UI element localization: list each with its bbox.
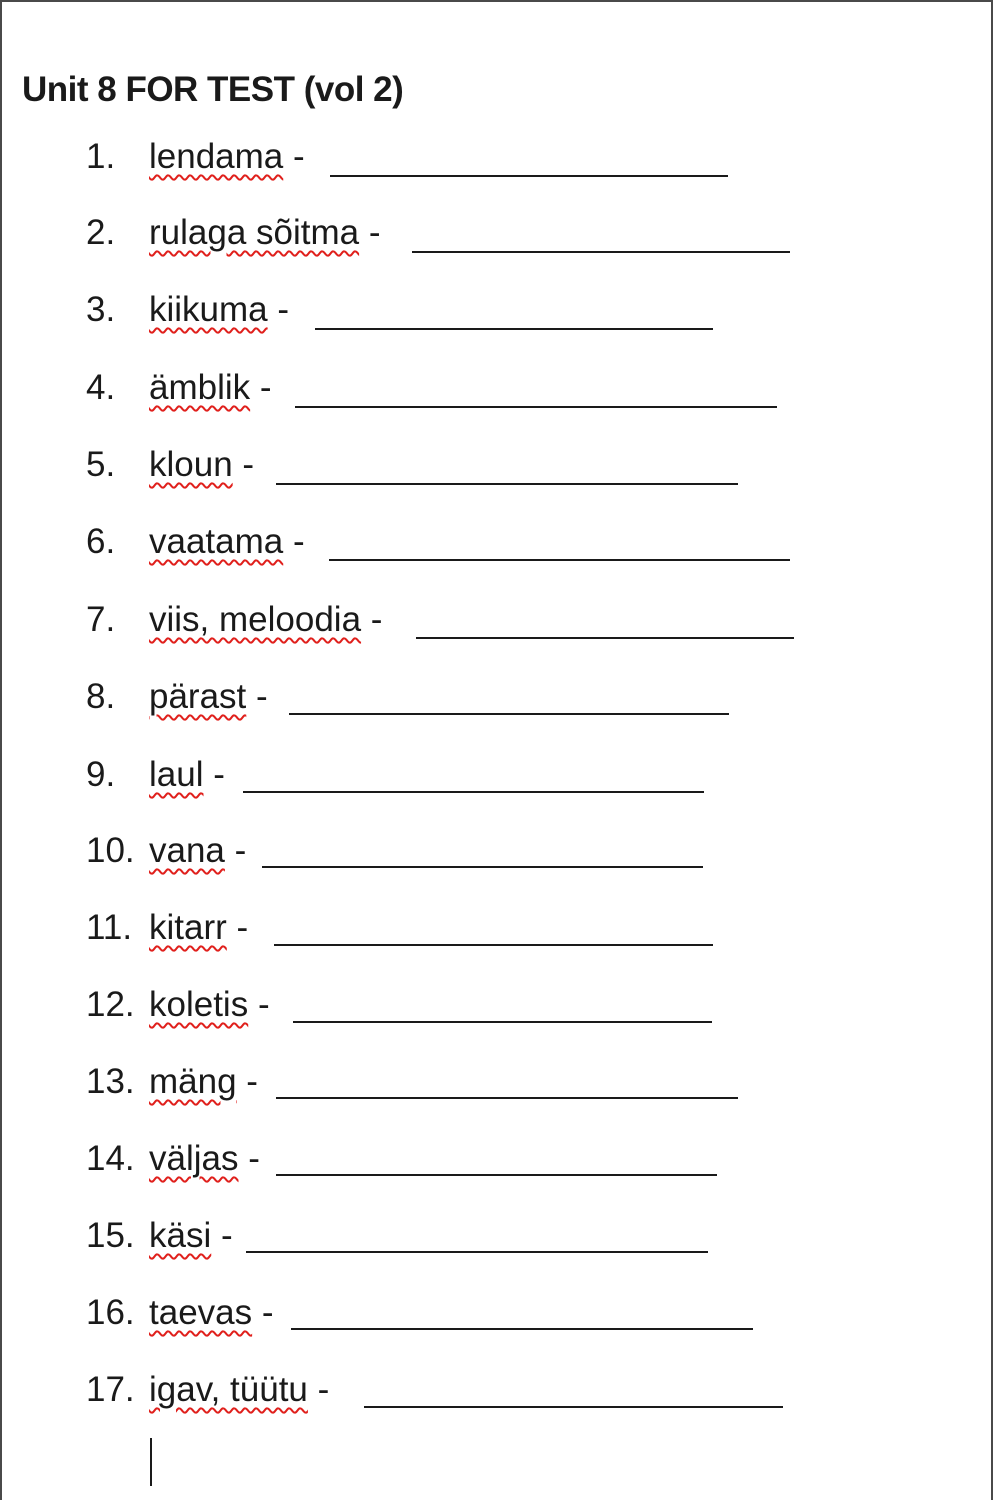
term-text: viis, meloodia [149, 600, 362, 639]
list-item [2, 675, 991, 735]
answer-blank[interactable] [416, 637, 794, 639]
separator: - [234, 831, 247, 870]
separator: - [292, 522, 305, 561]
item-term [149, 1060, 258, 1104]
item-term [149, 520, 305, 564]
term-text: kiikuma [149, 290, 268, 329]
item-number: 15. [86, 1216, 135, 1255]
list-item [2, 1368, 991, 1428]
separator: - [317, 1370, 330, 1409]
item-term [149, 1368, 329, 1412]
answer-blank[interactable] [274, 944, 713, 946]
answer-blank[interactable] [243, 791, 704, 793]
separator: - [220, 1216, 233, 1255]
answer-blank[interactable] [364, 1406, 783, 1408]
list-item [2, 983, 991, 1043]
item-term [149, 443, 254, 487]
list-item [2, 211, 991, 271]
list-item [2, 1137, 991, 1197]
list-item [2, 1291, 991, 1351]
item-number: 7. [86, 600, 116, 639]
item-number: 14. [86, 1139, 135, 1178]
list-item [2, 906, 991, 966]
term-text: kloun [149, 445, 233, 484]
separator: - [293, 137, 305, 176]
answer-blank[interactable] [293, 1021, 712, 1023]
separator: - [242, 445, 255, 484]
item-term [149, 211, 381, 255]
answer-blank[interactable] [291, 1328, 753, 1330]
item-number: 2. [86, 213, 116, 252]
answer-blank[interactable] [276, 1174, 717, 1176]
term-text: käsi [149, 1216, 212, 1255]
item-number: 8. [86, 677, 116, 716]
item-number: 13. [86, 1062, 135, 1101]
term-text: mäng [149, 1062, 237, 1101]
item-term [149, 1137, 260, 1181]
term-text: kitarr [149, 908, 227, 947]
term-text: pärast [149, 677, 247, 716]
item-term [149, 1214, 233, 1258]
page-title: Unit 8 FOR TEST (vol 2) [22, 70, 404, 109]
list-item [2, 135, 991, 195]
item-term [149, 1291, 274, 1335]
term-text: vana [149, 831, 225, 870]
item-number: 4. [86, 368, 116, 407]
separator: - [213, 755, 225, 794]
separator: - [246, 1062, 258, 1101]
list-item [2, 520, 991, 580]
list-item [2, 366, 991, 426]
term-text: taevas [149, 1293, 253, 1332]
term-text: laul [149, 755, 204, 794]
separator: - [236, 908, 249, 947]
item-term [149, 598, 382, 642]
term-text: vaatama [149, 522, 284, 561]
list-item [2, 1060, 991, 1120]
answer-blank[interactable] [412, 251, 790, 253]
separator: - [257, 985, 270, 1024]
item-term [149, 829, 246, 873]
term-text: igav, tüütu [149, 1370, 308, 1409]
item-number: 3. [86, 290, 116, 329]
separator: - [256, 677, 268, 716]
item-term [149, 753, 225, 797]
item-term [149, 983, 270, 1027]
answer-blank[interactable] [295, 406, 777, 408]
separator: - [277, 290, 290, 329]
item-term [149, 906, 248, 950]
separator: - [259, 368, 272, 407]
answer-blank[interactable] [315, 328, 713, 330]
item-number: 12. [86, 985, 135, 1024]
item-term [149, 135, 305, 179]
item-term [149, 675, 268, 719]
list-item [2, 288, 991, 348]
term-text: koletis [149, 985, 249, 1024]
separator: - [261, 1293, 274, 1332]
answer-blank[interactable] [246, 1251, 708, 1253]
item-number: 1. [86, 137, 116, 176]
item-number: 16. [86, 1293, 135, 1332]
term-text: rulaga sõitma [149, 213, 360, 252]
answer-blank[interactable] [289, 713, 729, 715]
answer-blank[interactable] [276, 1097, 738, 1099]
list-item [2, 443, 991, 503]
list-item [2, 753, 991, 813]
list-item [2, 1214, 991, 1274]
item-number: 9. [86, 755, 116, 794]
separator: - [368, 213, 381, 252]
answer-blank[interactable] [262, 866, 703, 868]
separator: - [370, 600, 383, 639]
answer-blank[interactable] [330, 175, 728, 177]
item-number: 17. [86, 1370, 135, 1409]
item-number: 11. [86, 908, 133, 947]
text-cursor [150, 1438, 152, 1486]
item-term [149, 366, 272, 410]
separator: - [248, 1139, 260, 1178]
term-text: ämblik [149, 368, 251, 407]
term-text: väljas [149, 1139, 239, 1178]
answer-blank[interactable] [276, 483, 738, 485]
answer-blank[interactable] [329, 559, 790, 561]
item-number: 6. [86, 522, 116, 561]
list-item [2, 598, 991, 658]
list-item [2, 829, 991, 889]
item-number: 10. [86, 831, 135, 870]
item-number: 5. [86, 445, 116, 484]
item-term [149, 288, 289, 332]
term-text: lendama [149, 137, 284, 176]
